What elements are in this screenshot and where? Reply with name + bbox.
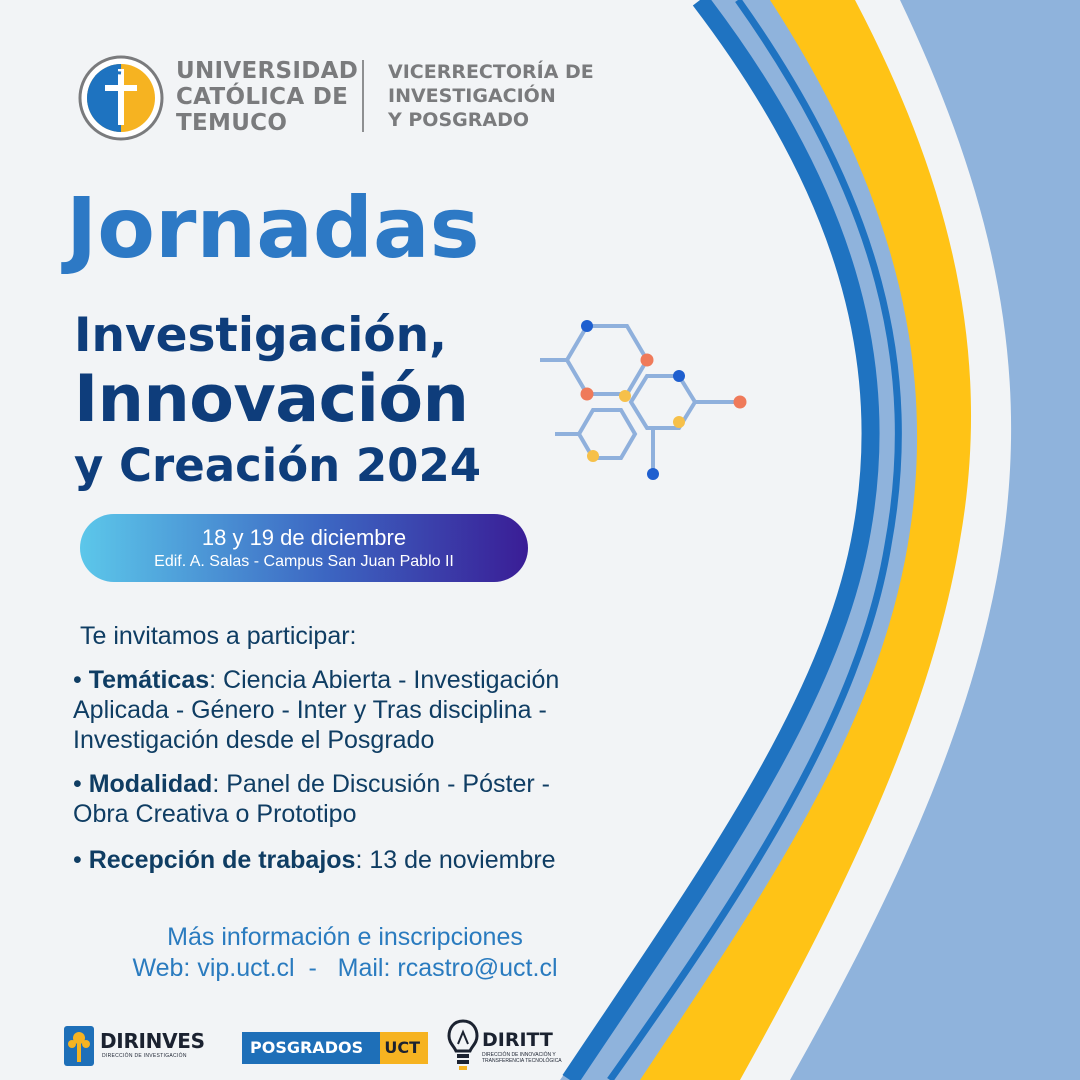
bullet-label: Modalidad	[88, 770, 213, 798]
university-name-line: TEMUCO	[176, 110, 288, 136]
posgrados-label: POSGRADOS	[250, 1038, 364, 1057]
contact-heading: Más información e inscripciones	[167, 923, 523, 951]
university-name-line: CATÓLICA DE	[176, 84, 349, 110]
bullet-label: Temáticas	[88, 666, 210, 694]
bullet-text: : Ciencia Abierta - Investigación	[209, 666, 560, 694]
title-line-2: Innovación	[74, 362, 469, 437]
lightbulb-icon	[446, 1018, 480, 1074]
tree-icon	[64, 1026, 94, 1066]
event-place: Edif. A. Salas - Campus San Juan Pablo II	[154, 553, 454, 570]
bullet-text: Investigación desde el Posgrado	[73, 726, 435, 754]
hexagon-molecule-icon	[535, 310, 755, 490]
invite-text: Te invitamos a participar:	[80, 622, 357, 650]
vice-line: VICERRECTORÍA DE	[388, 61, 594, 83]
uct-label: UCT	[380, 1032, 428, 1064]
uct-cross-logo-icon	[78, 55, 164, 141]
bullet-label: Recepción de trabajos	[88, 846, 356, 874]
header-divider	[362, 60, 364, 132]
dirinves-logo-subtitle: DIRECCIÓN DE INVESTIGACIÓN	[102, 1053, 187, 1059]
title-line-3: y Creación 2024	[74, 439, 482, 492]
vice-line: Y POSGRADO	[388, 109, 529, 131]
bullet-recepcion: • Recepción de trabajos: 13 de noviembre	[73, 846, 556, 874]
title-jornadas: Jornadas	[66, 179, 480, 277]
bullet-text: : Panel de Discusión - Póster -	[212, 770, 550, 798]
event-date: 18 y 19 de diciembre	[201, 525, 407, 550]
bullet-modalidad: • Modalidad: Panel de Discusión - Póster - Obra Creativa o Prototipo	[73, 770, 550, 828]
university-name-line: UNIVERSIDAD	[176, 58, 359, 84]
bullet-text: Aplicada - Género - Inter y Tras disciplina -	[73, 696, 547, 724]
posgrados-uct-logo	[242, 1032, 428, 1064]
title-line-1: Investigación,	[74, 308, 447, 363]
diritt-logo-subtitle: DIRECCIÓN DE INNOVACIÓN Y TRANSFERENCIA TECNOLÓGICA	[482, 1052, 562, 1064]
dirinves-logo-text: DIRINVES	[100, 1029, 205, 1053]
university-name	[176, 58, 358, 136]
bullet-text: : 13 de noviembre	[355, 846, 556, 874]
bullet-text: Obra Creativa o Prototipo	[73, 800, 357, 828]
bullet-tematicas: • Temáticas: Ciencia Abierta - Investigación Aplicada - Género - Inter y Tras disciplina - Investigación desde el Posgrado	[73, 666, 560, 754]
event-date-pill	[80, 514, 528, 582]
vice-line: INVESTIGACIÓN	[388, 85, 556, 107]
contact-web-mail: Web: vip.uct.cl - Mail: rcastro@uct.cl	[132, 954, 558, 982]
vice-rectorate-name	[388, 60, 594, 132]
diritt-logo-text: DIRITT	[482, 1029, 553, 1051]
